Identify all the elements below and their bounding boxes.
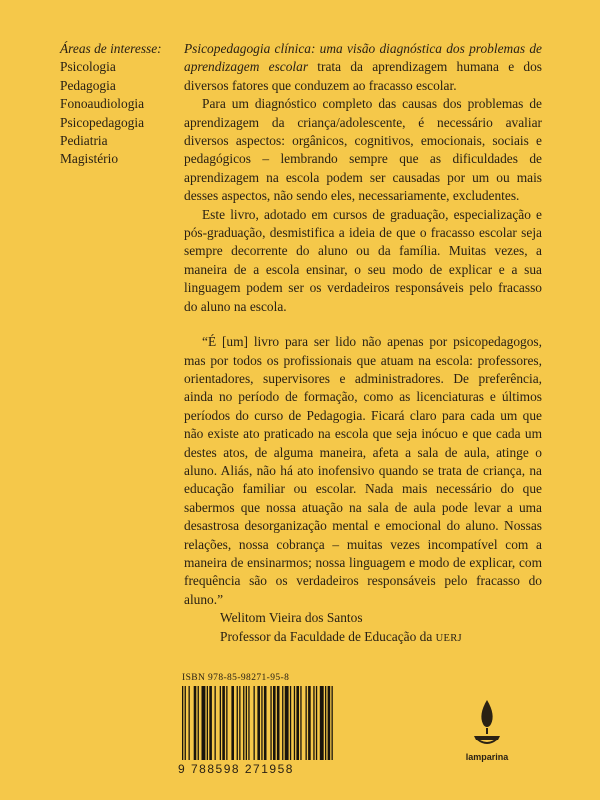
author-institution: UERJ — [435, 632, 462, 644]
intro-paragraph — [184, 40, 542, 95]
isbn-label: ISBN 978-85-98271-95-8 — [182, 673, 290, 683]
publisher-name: lamparina — [465, 752, 509, 762]
paragraph-diagnosis: Para um diagnóstico completo das causas dos problemas de aprendizagem da criança/adolescente, é necessário avaliar diversos aspectos: orgânicos, cognitivos, emocionais, sociais e pedagógicos – lembrando sempre que as dificuldades de aprendizagem na escola podem ser causadas por um ou mais desses aspectos, não sendo eles, necessariamente, excludentes. — [184, 96, 542, 204]
area-item: Pedagogia — [60, 77, 116, 93]
book-title: Psicopedagogia clínica: uma visão diagnóstica dos problemas de aprendizagem escolar — [184, 41, 542, 75]
intro-text: trata da aprendizagem humana e dos diversos fatores que conduzem ao fracasso escolar. — [184, 59, 542, 93]
quote-author-role — [184, 628, 542, 648]
area-item: Pediatria — [60, 133, 108, 149]
area-item: Psicopedagogia — [60, 114, 145, 130]
barcode — [178, 686, 388, 760]
areas-heading: Áreas de interesse: — [60, 41, 162, 56]
author-role-text: Professor da Faculdade de Educação da — [220, 628, 436, 644]
testimonial-quote: “É [um] livro para ser lido não apenas por psicopedagogos, mas por todos os profissionais que atuam na escola: professores, orientadores, supervisores e administradores. De preferência, ainda no período de formação, como as licenciaturas e últimos períodos do curso de Pedagogia. Ficará claro para cada um que não existe ato praticado na escola que seja inócuo e que cada um destes atos, de alguma maneira, afeta a sala de aula, atinge o aluno. Aliás, não há ato inofensivo quando se trata de criança, na educação familiar ou escolar. Nada mais necessário do que sabermos que nossa atuação na sala de aula pode levar a uma desastrosa desorganização mental e emocional do aluno. Nossas relações, nossa cobrança – muitas vezes incompatível com a maneira de ensinarmos; nossa linguagem e modo de explicar, com frequência são os verdadeiros responsáveis pelo fracasso do aluno.” — [184, 334, 542, 607]
barcode-digits: 9 788598 271958 — [178, 762, 294, 776]
areas-of-interest — [60, 40, 180, 169]
quote-author: Welitom Vieira dos Santos — [220, 610, 363, 626]
back-cover-text — [184, 40, 542, 648]
paragraph-book: Este livro, adotado em cursos de graduação, especialização e pós-graduação, desmistifica a ideia de que o fracasso escolar seja sempre decorrente do aluno ou da família. Muitas vezes, a maneira de a escola ensinar, o seu modo de explicar e a sua linguagem podem ser os verdadeiros responsáveis pelo fracasso do aluno na escola. — [184, 206, 542, 314]
publisher-logo — [458, 698, 516, 762]
area-item: Magistério — [60, 151, 119, 167]
lamp-icon — [472, 698, 502, 750]
area-item: Fonoaudiologia — [60, 96, 145, 112]
area-item: Psicologia — [60, 59, 116, 75]
